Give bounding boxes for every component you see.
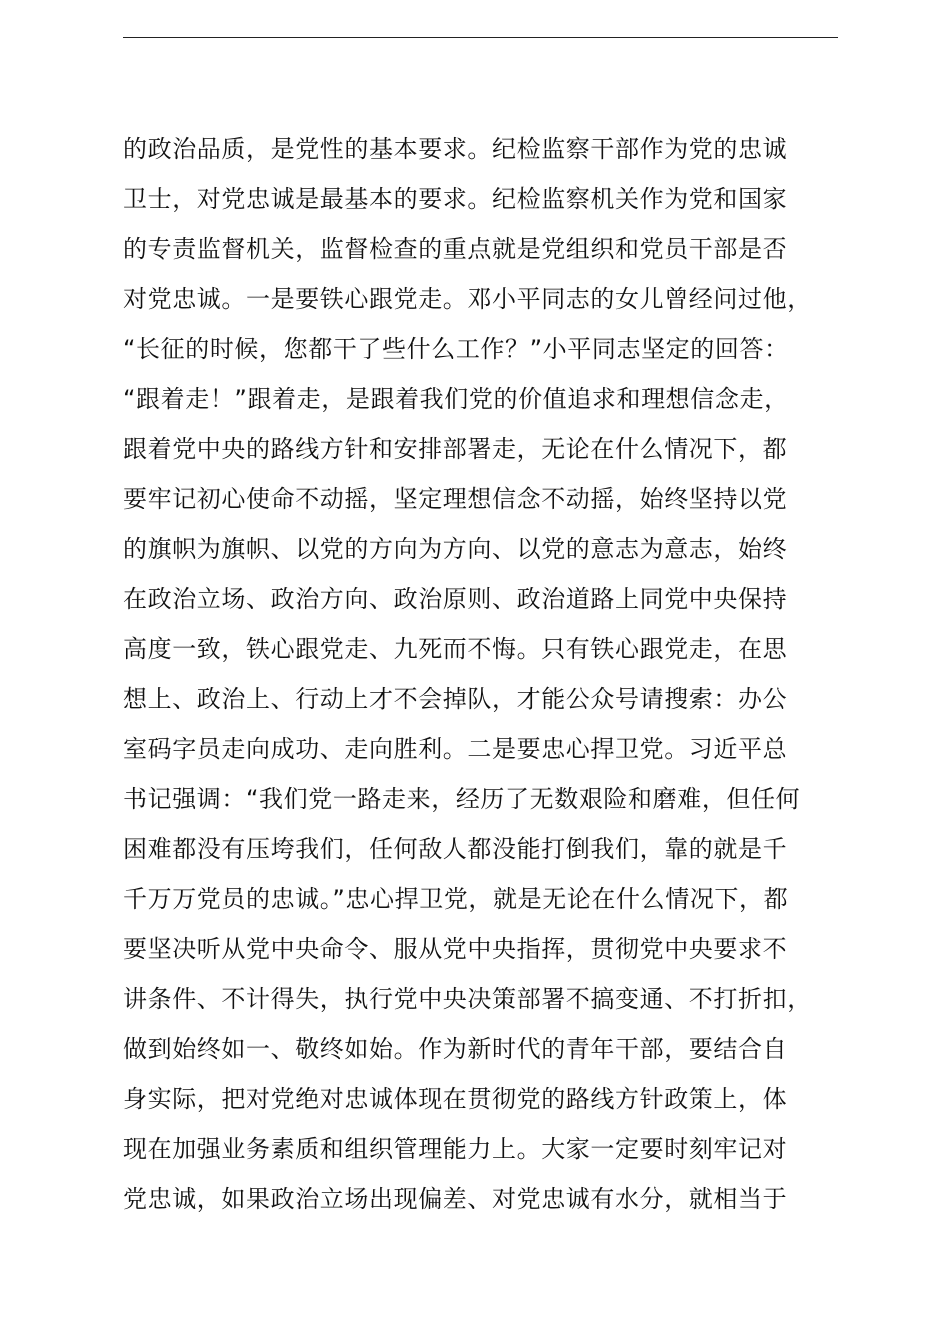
text-line: 跟着党中央的路线方针和安排部署走，无论在什么情况下，都 <box>123 435 788 463</box>
text-line: 在政治立场、政治方向、政治原则、政治道路上同党中央保持 <box>123 585 788 613</box>
text-line: 现在加强业务素质和组织管理能力上。大家一定要时刻牢记对 <box>123 1135 788 1163</box>
text-line: 卫士，对党忠诚是最基本的要求。纪检监察机关作为党和国家 <box>123 185 788 213</box>
text-line: 身实际，把对党绝对忠诚体现在贯彻党的路线方针政策上，体 <box>123 1085 788 1113</box>
body-paragraph <box>123 124 863 1224</box>
text-line: “长征的时候，您都干了些什么工作？”小平同志坚定的回答： <box>123 335 789 363</box>
text-line: 讲条件、不计得失，执行党中央决策部署不搞变通、不打折扣， <box>123 985 812 1013</box>
text-line: “跟着走！”跟着走，是跟着我们党的价值追求和理想信念走， <box>123 385 789 413</box>
text-line: 的旗帜为旗帜、以党的方向为方向、以党的意志为意志，始终 <box>123 535 788 563</box>
text-line: 困难都没有压垮我们，任何敌人都没能打倒我们，靠的就是千 <box>123 835 788 863</box>
text-line: 书记强调：“我们党一路走来，经历了无数艰险和磨难，但任何 <box>123 785 801 813</box>
text-line: 党忠诚，如果政治立场出现偏差、对党忠诚有水分，就相当于 <box>123 1185 788 1213</box>
text-line: 要坚决听从党中央命令、服从党中央指挥，贯彻党中央要求不 <box>123 935 788 963</box>
text-line: 千万万党员的忠诚。”忠心捍卫党，就是无论在什么情况下，都 <box>123 885 789 913</box>
text-line: 高度一致，铁心跟党走、九死而不悔。只有铁心跟党走，在思 <box>123 635 788 663</box>
text-line: 想上、政治上、行动上才不会掉队，才能公众号请搜索：办公 <box>123 685 788 713</box>
text-line: 的专责监督机关，监督检查的重点就是党组织和党员干部是否 <box>123 235 788 263</box>
header-rule <box>123 37 838 38</box>
text-line: 的政治品质，是党性的基本要求。纪检监察干部作为党的忠诚 <box>123 135 788 163</box>
text-line: 室码字员走向成功、走向胜利。二是要忠心捍卫党。习近平总 <box>123 735 788 763</box>
text-line: 对党忠诚。一是要铁心跟党走。邓小平同志的女儿曾经问过他， <box>123 285 812 313</box>
text-line: 做到始终如一、敬终如始。作为新时代的青年干部，要结合自 <box>123 1035 788 1063</box>
text-line: 要牢记初心使命不动摇，坚定理想信念不动摇，始终坚持以党 <box>123 485 788 513</box>
